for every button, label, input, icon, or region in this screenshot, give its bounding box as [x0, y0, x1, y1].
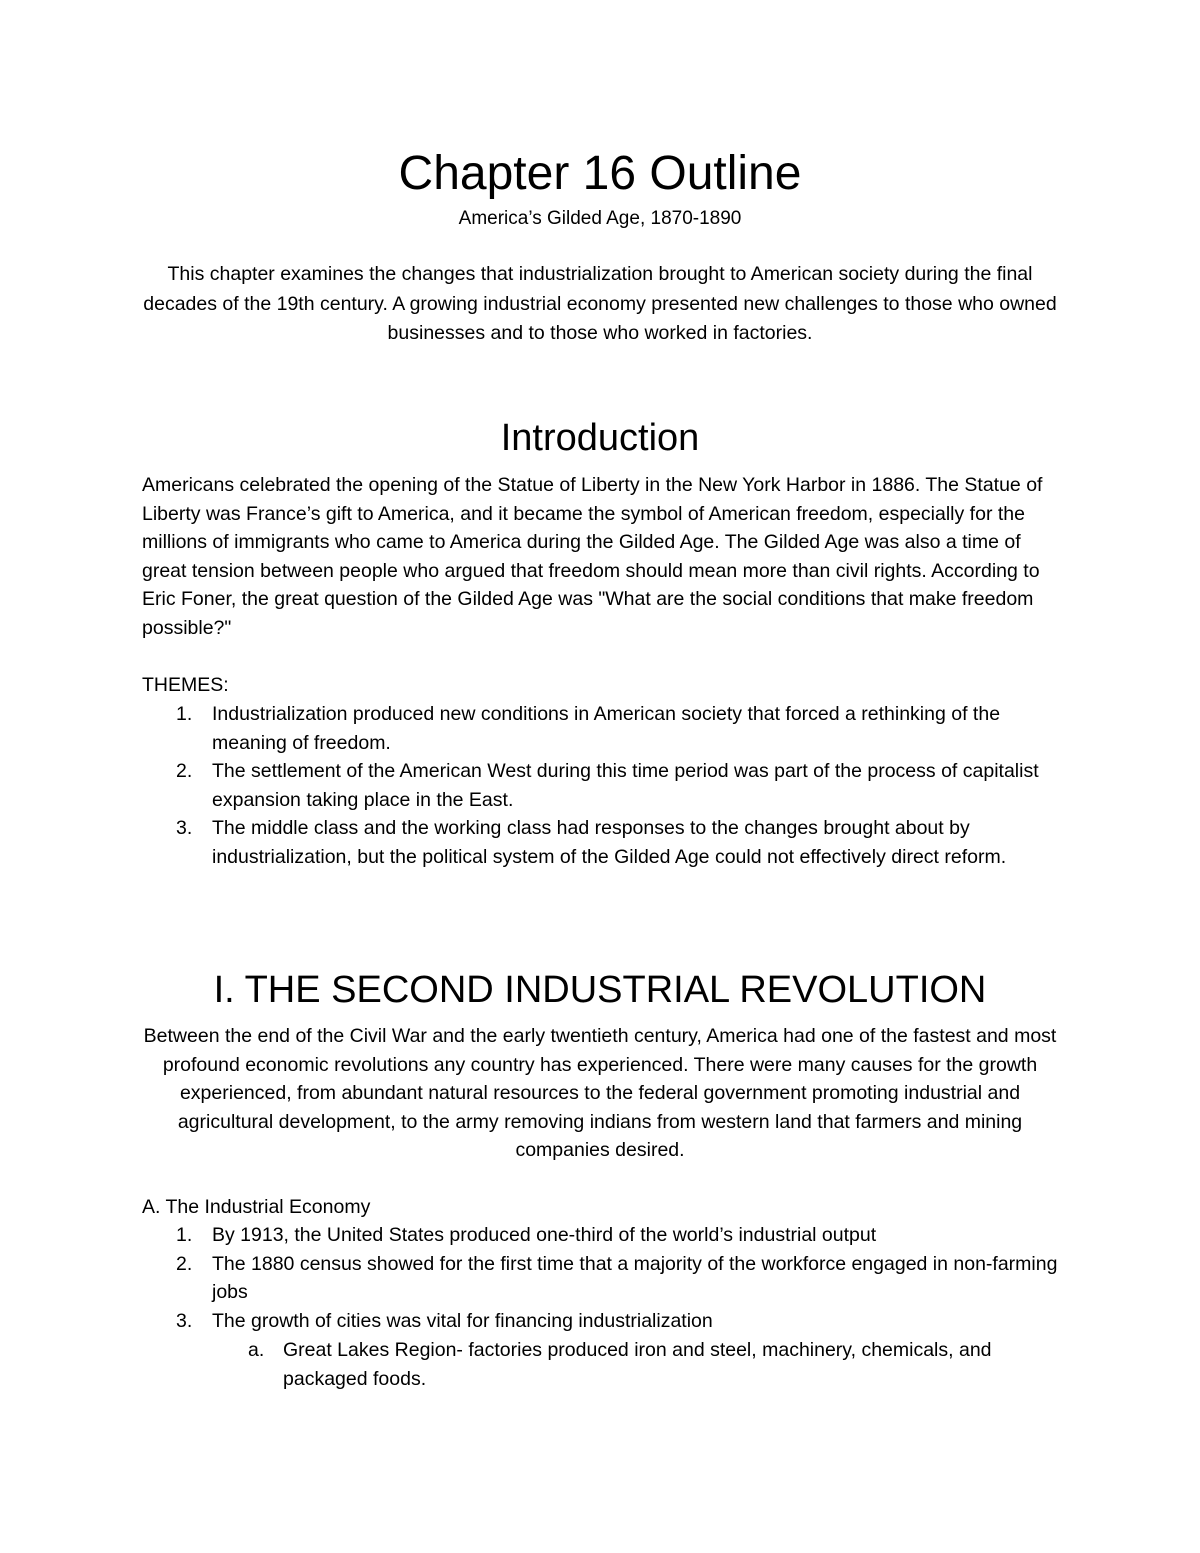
section-heading: I. THE SECOND INDUSTRIAL REVOLUTION	[213, 969, 987, 1011]
list-item-number: 3.	[176, 1309, 193, 1332]
industrial-economy-list	[142, 1221, 1058, 1335]
list-item-text: The settlement of the American West during this time period was part of the process of capitalist expansion taking place in the East.	[212, 760, 1039, 811]
list-item-text: The middle class and the working class had responses to the changes brought about by industrialization, but the political system of the Gilded Age could not effectively direct reform.	[212, 817, 1007, 868]
list-item-number: 3.	[176, 817, 193, 840]
list-item	[142, 1307, 1058, 1336]
list-item-text: Industrialization produced new conditions in American society that forced a rethinking of the meaning of freedom.	[212, 703, 1001, 754]
introduction-body: Americans celebrated the opening of the Statue of Liberty in the New York Harbor in 1886. The Statue of Liberty was France’s gift to America, and it became the symbol of American freedom, especially for the millions of immigrants who came to America during the Gilded Age. The Gilded Age was also a time of great tension between people who argued that freedom should mean more than civil rights. According to Eric Foner, the great question of the Gilded Age was "What are the social conditions that make freedom possible?"	[142, 474, 1043, 639]
list-item-text: The growth of cities was vital for financing industrialization	[212, 1309, 713, 1332]
section-body: Between the end of the Civil War and the early twentieth century, America had one of the fastest and most profound economic revolutions any country has experienced. There were many causes for the growth experienced, from abundant natural resources to the federal government promoting industrial and agricultural development, to the army removing indians from western land that farmers and mining companies desired.	[143, 1025, 1057, 1162]
list-item	[142, 757, 1058, 814]
list-item-text: By 1913, the United States produced one-third of the world’s industrial output	[212, 1224, 877, 1246]
sub-list-item-text: Great Lakes Region- factories produced iron and steel, machinery, chemicals, and packaged foods.	[283, 1339, 992, 1390]
list-item-number: 1.	[176, 1224, 193, 1246]
list-item-text: The 1880 census showed for the first time that a majority of the workforce engaged in non-farming jobs	[212, 1252, 1058, 1304]
chapter-summary: This chapter examines the changes that industrialization brought to American society during the final decades of the 19th century. A growing industrial economy presented new challenges to those who owned businesses and to those who worked in factories.	[143, 263, 1057, 344]
great-lakes-sublist	[142, 1336, 1058, 1393]
themes-list	[142, 700, 1058, 872]
subsection-heading: A. The Industrial Economy	[142, 1196, 371, 1218]
list-item-number: 2.	[176, 760, 193, 783]
list-item-number: 2.	[176, 1252, 193, 1275]
list-item	[142, 1221, 1058, 1250]
page-subtitle: America’s Gilded Age, 1870-1890	[458, 208, 742, 229]
list-item	[142, 814, 1058, 871]
list-item-number: 1.	[176, 703, 193, 725]
sub-list-item-letter: a.	[248, 1339, 265, 1361]
list-item	[142, 1250, 1058, 1307]
list-item	[142, 700, 1058, 757]
page-title: Chapter 16 Outline	[398, 147, 802, 200]
themes-label: THEMES:	[142, 674, 229, 696]
sub-list-item	[142, 1336, 1058, 1393]
introduction-heading: Introduction	[500, 417, 700, 459]
